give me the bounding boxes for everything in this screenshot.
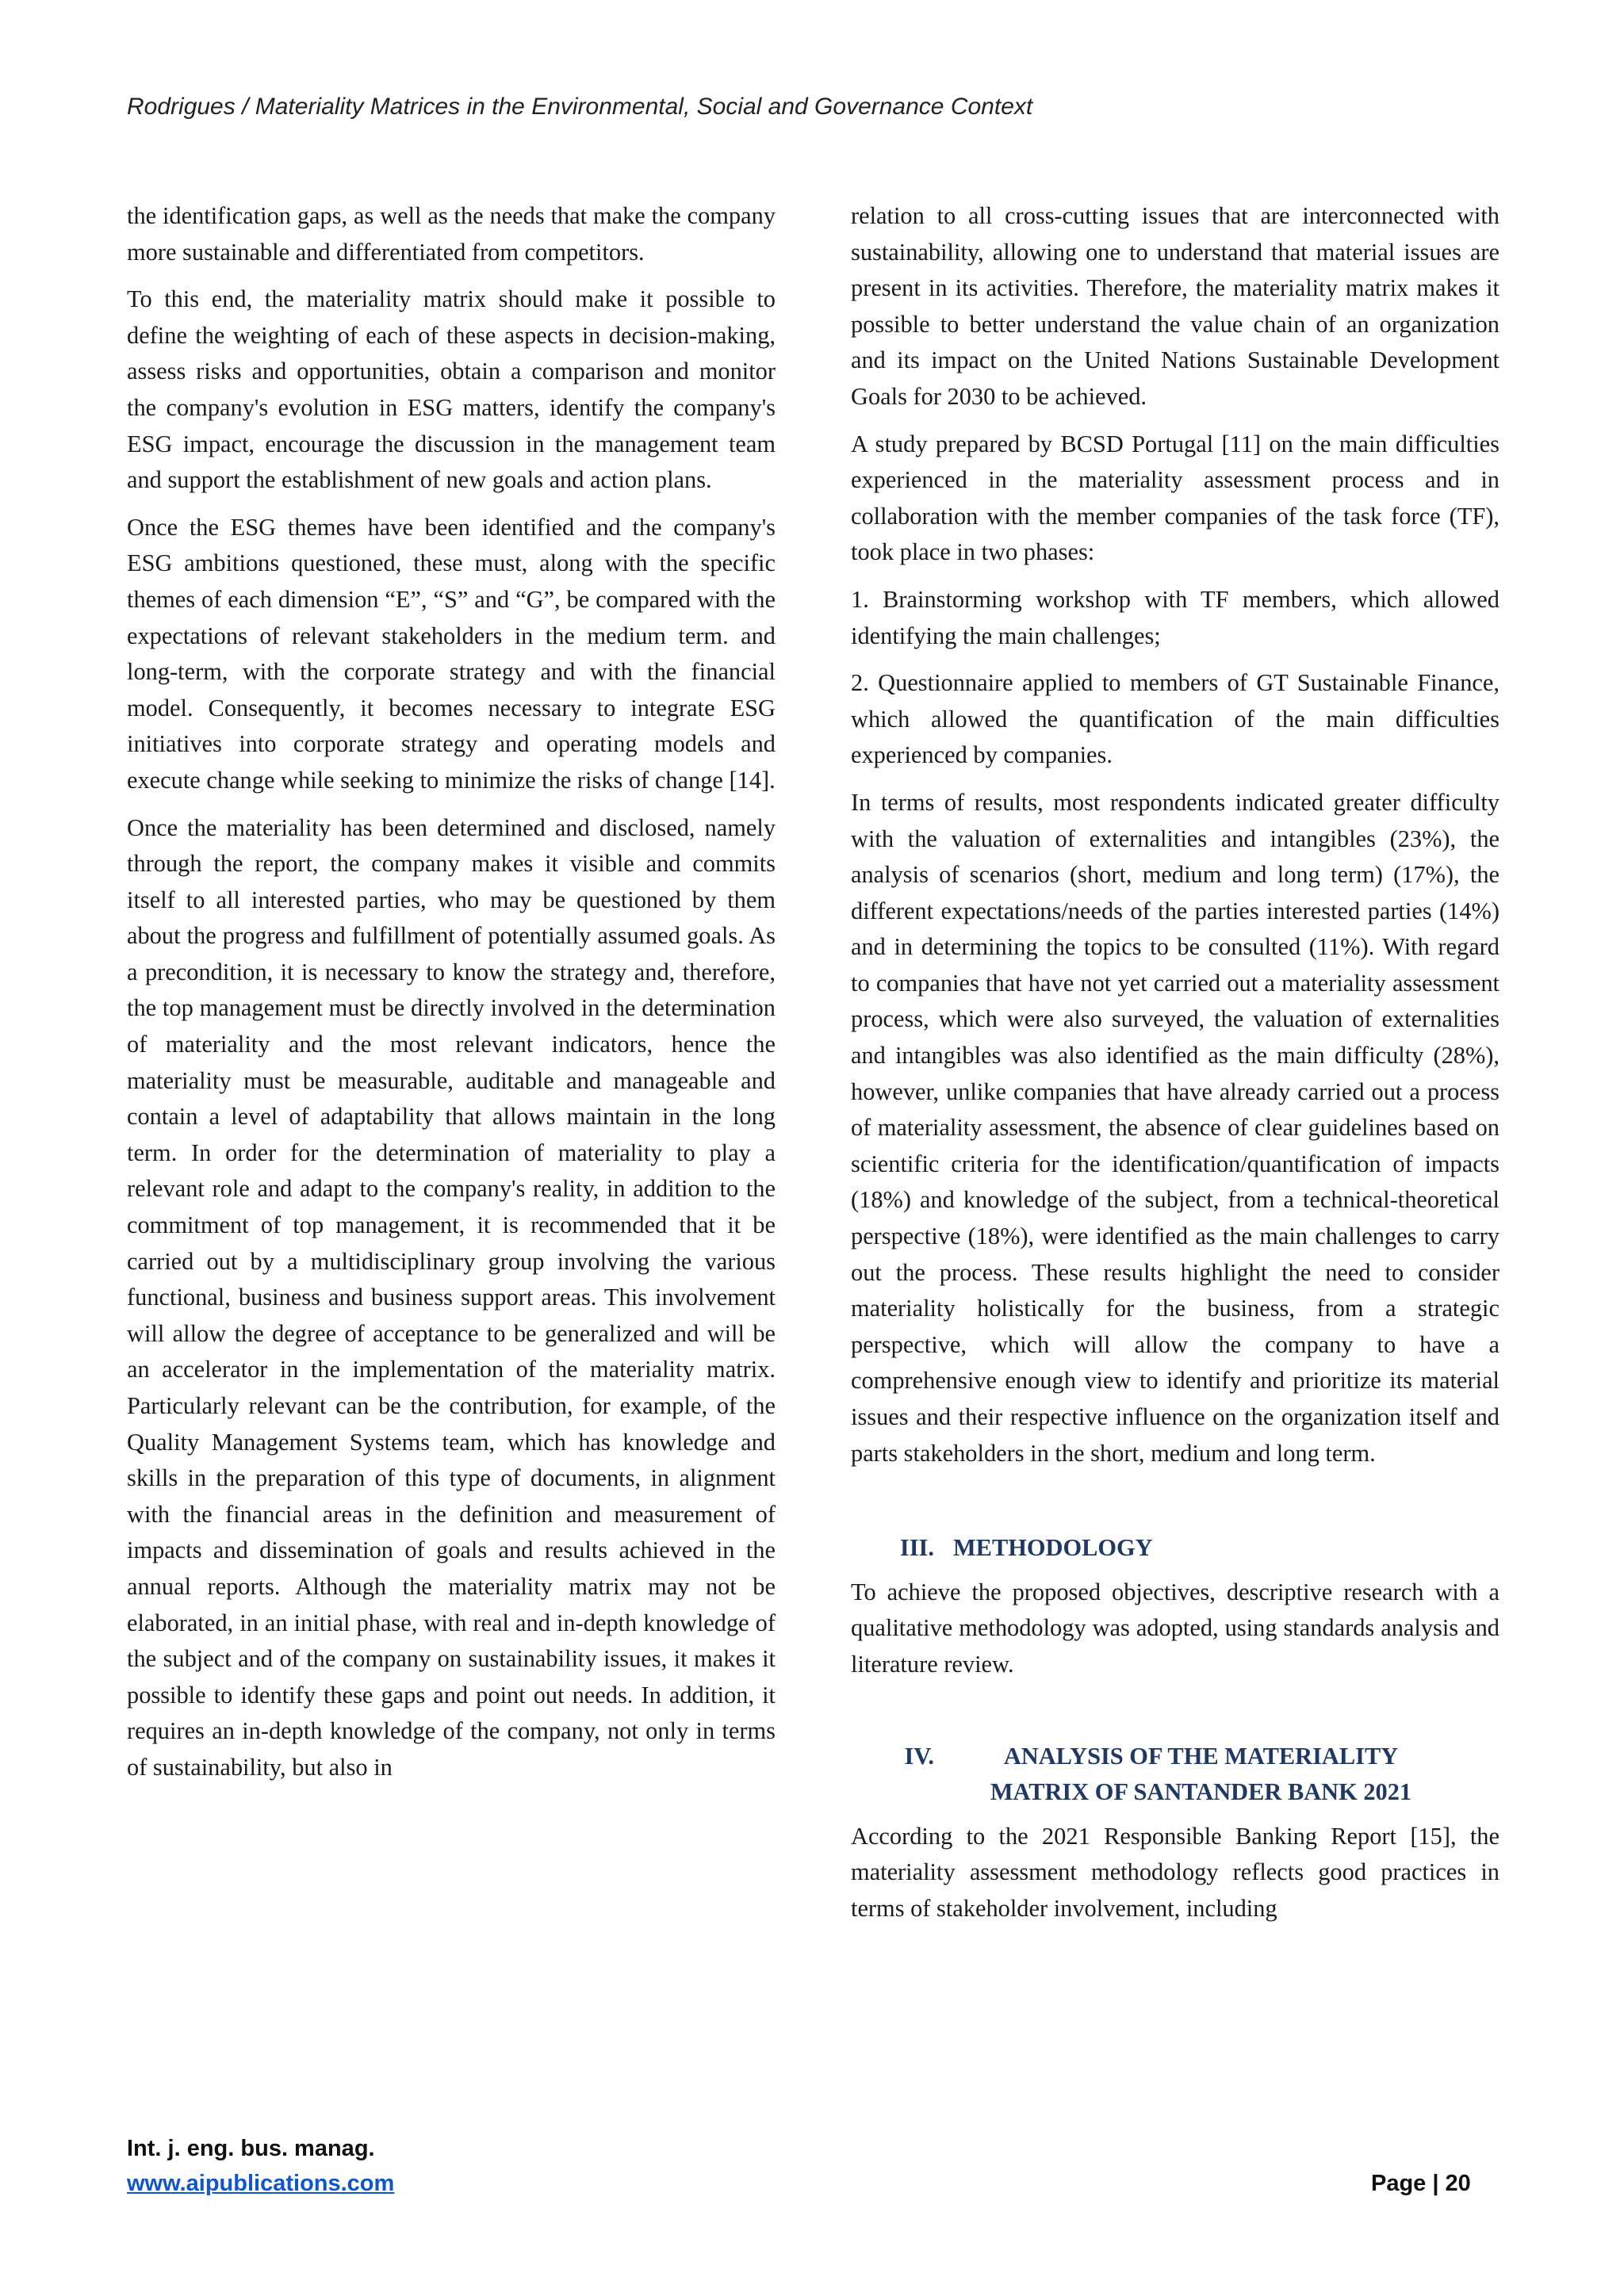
footer-journal-name: Int. j. eng. bus. manag. [127,2136,375,2161]
paragraph: A study prepared by BCSD Portugal [11] on the main difficulties experienced in the materiality assessment process and in collaboration with the member companies of the task force (TF), took place in two phases: [851,430,1500,566]
paragraph: relation to all cross-cutting issues that are interconnected with sustainability, allowing one to understand that material issues are present in its activities. Therefore, the materiality matrix makes it possible to better understand the value chain of an organization and its impact on the United Nations Sustainable Development Goals for 2030 to be achieved. [851,202,1500,410]
section-title-line-1: ANALYSIS OF THE MATERIALITY [1003,1742,1399,1770]
list-item: 1. Brainstorming workshop with TF members, which allowed identifying the main challenges; [851,585,1500,649]
footer-website-link[interactable]: www.aipublications.com [127,2171,395,2196]
paragraph: Once the materiality has been determined and disclosed, namely through the report, the company makes it visible and commits itself to all interested parties, who may be questioned by them about the progress and fulfillment of potentially assumed goals. As a precondition, it is necessary to know the strategy and, therefore, the top management must be directly involved in the determination of materiality and the most relevant indicators, hence the materiality must be measurable, auditable and manageable and contain a level of adaptability that allows maintain in the long term. In order for the determination of materiality to play a relevant role and adapt to the company's reality, in addition to the commitment of top management, it is recommended that it be carried out by a multidisciplinary group involving the various functional, business and business support areas. This involvement will allow the degree of acceptance to be generalized and will be an accelerator in the implementation of the materiality matrix. Particularly relevant can be the contribution, for example, of the Quality Management Systems team, which has knowledge and skills in the preparation of this type of documents, in alignment with the financial areas in the definition and measurement of impacts and dissemination of goals and results achieved in the annual reports. Although the materiality matrix may not be elaborated, in an initial phase, with real and in-depth knowledge of the subject and of the company on sustainability issues, it makes it possible to identify these gaps and point out needs. In addition, it requires an in-depth knowledge of the company, not only in terms of sustainability, but also in [127,813,776,1781]
footer-page-number: Page | 20 [1371,2171,1471,2196]
paragraph: To achieve the proposed objectives, descriptive research with a qualitative methodology was adopted, using standards analysis and literature review. [851,1578,1500,1678]
section-heading-analysis [851,1739,1500,1811]
paragraph: In terms of results, most respondents indicated greater difficulty with the valuation of externalities and intangibles (23%), the analysis of scenarios (short, medium and long term) (17%), the different expectations/needs of the parties interested parties (14%) and in determining the topics to be consulted (11%). With regard to companies that have not yet carried out a materiality assessment process, which were also surveyed, the valuation of externalities and intangibles was also identified as the main difficulty (28%), however, unlike companies that have already carried out a process of materiality assessment, the absence of clear guidelines based on scientific criteria for the identification/quantification of impacts (18%) and knowledge of the subject, from a technical-theoretical perspective (18%), were identified as the main challenges to carry out the process. These results highlight the need to consider materiality holistically for the business, from a strategic perspective, which will allow the company to have a comprehensive enough view to identify and prioritize its material issues and their respective influence on the organization itself and parts stakeholders in the short, medium and long term. [851,788,1500,1467]
right-column [851,198,1500,1938]
section-title: METHODOLOGY [953,1534,1153,1562]
section-title-line-2: MATRIX OF SANTANDER BANK 2021 [990,1778,1412,1806]
paragraph: the identification gaps, as well as the needs that make the company more sustainable and differentiated from competitors. [127,202,776,266]
section-number: IV. [904,1742,934,1770]
left-column [127,198,776,1797]
paragraph: To this end, the materiality matrix should make it possible to define the weighting of each of these aspects in decision-making, assess risks and opportunities, obtain a comparison and monitor the company's evolution in ESG matters, identify the company's ESG impact, encourage the discussion in the management team and support the establishment of new goals and action plans. [127,285,776,494]
running-header: Rodrigues / Materiality Matrices in the Environmental, Social and Governance Context [127,94,1033,120]
section-heading-methodology [851,1530,1500,1567]
section-title [934,1739,1500,1811]
list-item: 2. Questionnaire applied to members of GT Sustainable Finance, which allowed the quantification of the main difficulties experienced by companies. [851,669,1500,769]
paragraph: According to the 2021 Responsible Banking Report [15], the materiality assessment methodology reflects good practices in terms of stakeholder involvement, including [851,1822,1500,1922]
section-number: III. [899,1534,934,1562]
paragraph: Once the ESG themes have been identified and the company's ESG ambitions questioned, these must, along with the specific themes of each dimension “E”, “S” and “G”, be compared with the expectations of relevant stakeholders in the medium term. and long-term, with the corporate strategy and with the financial model. Consequently, it becomes necessary to integrate ESG initiatives into corporate strategy and operating models and execute change while seeking to minimize the risks of change [14]. [127,513,776,794]
